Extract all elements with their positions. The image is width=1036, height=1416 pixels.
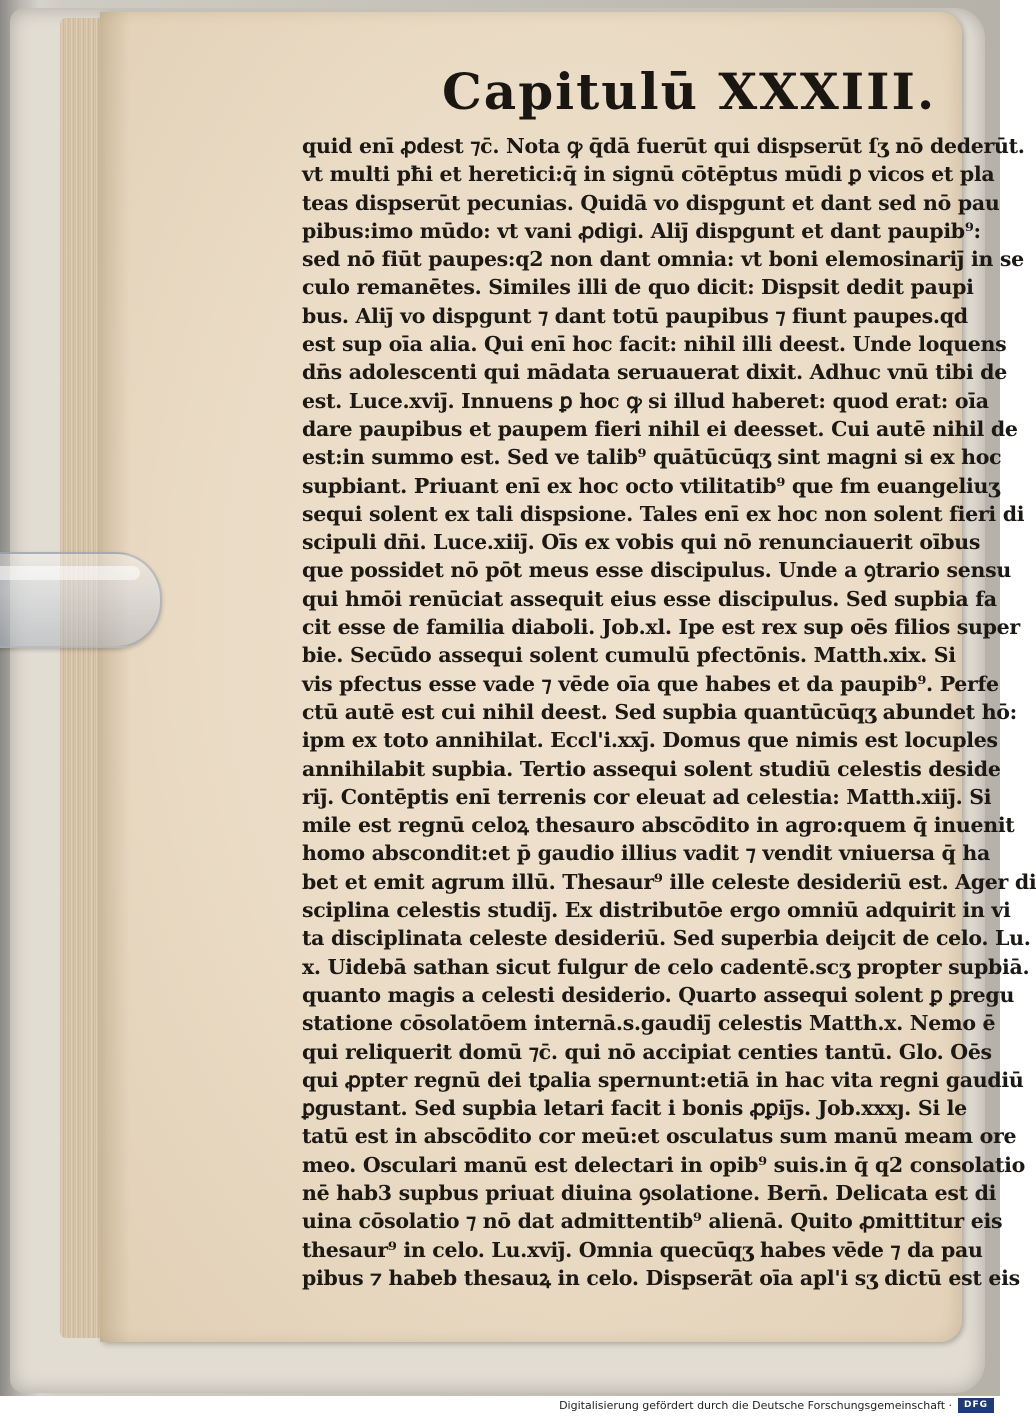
text-line: annihilabit supbia. Tertio assequi solent studiū celestis deside — [302, 756, 1001, 781]
text-line: est. Luce.xviȷ̄. Innuens ꝑ hoc ꝙ si illud haberet: quod erat: oīa — [302, 388, 989, 413]
text-line: pibus ⁊ habeb thesauꝝ in celo. Dispserāt oīa apl'i sʒ dictū est eis — [302, 1265, 1020, 1290]
text-line: statione cōsolatōem internā.s.gaudiȷ̄ celestis Matth.x. Nemo ē — [302, 1011, 996, 1036]
text-line: cit esse de familia diaboli. Job.xl. Ipe est rex sup oēs filios super — [302, 615, 1020, 640]
text-line: vt multi pħi et heretici:q̄ in signū cōtēptus mūdi ꝑ vicos et pla — [302, 162, 995, 187]
text-line: dare paupibus et paupem fieri nihil ei deesset. Cui autē nihil de — [302, 416, 1018, 441]
page-gutter-shadow — [100, 12, 130, 1342]
text-line: quanto magis a celesti desiderio. Quarto assequi solent ꝑ ꝑregu — [302, 982, 1015, 1007]
text-line: teas dispserūt pecunias. Quidā vo dispgunt et dant sed nō pau — [302, 190, 1000, 215]
dfg-logo-icon: DFG — [958, 1398, 994, 1413]
text-line: culo remanētes. Similes illi de quo dicit: Dispsit dedit paupi — [302, 275, 974, 300]
text-line: nē hab3 supbus priuat diuina ꝯsolatione. Bern̄. Delicata est di — [302, 1180, 997, 1205]
text-line: meo. Osculari manū est delectari in opib⁹ suis.in q̄ q2 consolatio — [302, 1152, 1025, 1177]
text-line: riȷ̄. Contēptis enī terrenis cor eleuat ad celestia: Matth.xiiȷ̄. Si — [302, 784, 992, 809]
page-clip-highlight — [0, 566, 140, 580]
text-line: quid enī ꝓdest ⁊c̄. Nota ꝙ q̄dā fuerūt qui dispserūt ſʒ nō dederūt. — [302, 134, 1025, 158]
text-line: bet et emit agrum illū. Thesaur⁹ ille celeste desideriū est. Ager di — [302, 869, 1036, 894]
text-line: qui hmōi renūciat assequit eius esse discipulus. Sed supbia fa — [302, 586, 997, 611]
text-line: scipuli dn̄i. Luce.xiiȷ̄. Oīs ex vobis qui nō renunciauerit oībus — [302, 530, 981, 555]
text-line: qui reliquerit domū ⁊c̄. qui nō accipiat centies tantū. Glo. Oēs — [302, 1039, 992, 1064]
text-line: sequi solent ex tali dispsione. Tales enī ex hoc non solent fieri di — [302, 501, 1025, 526]
text-line: que possidet nō pōt meus esse discipulus. Unde a ꝯtrario sensu — [302, 558, 1011, 583]
text-line: supbiant. Priuant enī ex hoc octo vtilitatib⁹ que fm euangeliuʒ — [302, 473, 1000, 498]
text-line: dn̄s adolescenti qui mādata seruauerat dixit. Adhuc vnū tibi de — [302, 360, 1007, 385]
text-line: vis pfectus esse vade ⁊ vēde oīa que habes et da paupib⁹. Perfe — [302, 671, 999, 696]
footer-bar — [0, 1396, 1000, 1416]
text-line: ꝑgustant. Sed supbia letari facit i bonis ꝓꝑiȷ̄s. Job.xxxȷ. Si le — [302, 1096, 967, 1121]
text-line: sciplina celestis studiȷ̄. Ex distributōe ergo omniū adquirit in vi — [302, 898, 1011, 923]
text-line: thesaur⁹ in celo. Lu.xviȷ̄. Omnia quecūqʒ habes vēde ⁊ da pau — [302, 1237, 983, 1262]
text-line: ctū autē est cui nihil deest. Sed supbia quantūcūqʒ abundet hō: — [302, 699, 1017, 724]
text-line: ta disciplinata celeste desideriū. Sed superbia deiȷcit de celo. Lu. — [302, 926, 1031, 951]
text-line: bus. Aliȷ̄ vo dispgunt ⁊ dant totū paupibus ⁊ fiunt paupes.qd — [302, 303, 968, 328]
text-line: qui ꝓpter regnū dei tꝑalia spernunt:etiā in hac vita regni gaudiū — [302, 1067, 1024, 1092]
funding-credit: Digitalisierung gefördert durch die Deutsche Forschungsgemeinschaft · — [559, 1399, 952, 1412]
text-block — [302, 132, 1036, 1292]
text-line: bie. Secūdo assequi solent cumulū pfectōnis. Matth.xix. Si — [302, 643, 956, 668]
text-line: ipm ex toto annihilat. Eccl'i.xxȷ̄. Domus que nimis est locuples — [302, 728, 998, 753]
text-line: pibus:imo mūdo: vt vani ꝓdigi. Aliȷ̄ dispgunt et dant paupib⁹: — [302, 218, 981, 243]
text-line: homo abscondit:et p̄ gaudio illius vadit ⁊ vendit vniuersa q̄ ha — [302, 841, 990, 866]
text-line: est:in summo est. Sed ve talib⁹ quātūcūqʒ sint magni si ex hoc — [302, 445, 1002, 470]
chapter-heading: Capitulū XXXIII. — [442, 62, 937, 121]
text-line: sed nō fiūt paupes:q2 non dant omnia: vt boni elemosinariȷ̄ in se — [302, 247, 1024, 272]
text-line: tatū est in abscōdito cor meū:et osculatus sum manū meam ore — [302, 1124, 1017, 1149]
text-line: est sup oīa alia. Qui enī hoc facit: nihil illi deest. Unde loquens — [302, 332, 1007, 357]
text-line: mile est regnū celoꝝ thesauro abscōdito in agro:quem q̄ inuenit — [302, 813, 1015, 838]
text-line: uina cōsolatio ⁊ nō dat admittentib⁹ alienā. Quito ꝓmittitur eis — [302, 1209, 1003, 1234]
text-line: x. Uidebā sathan sicut fulgur de celo cadentē.scʒ propter supbiā. — [302, 954, 1030, 979]
